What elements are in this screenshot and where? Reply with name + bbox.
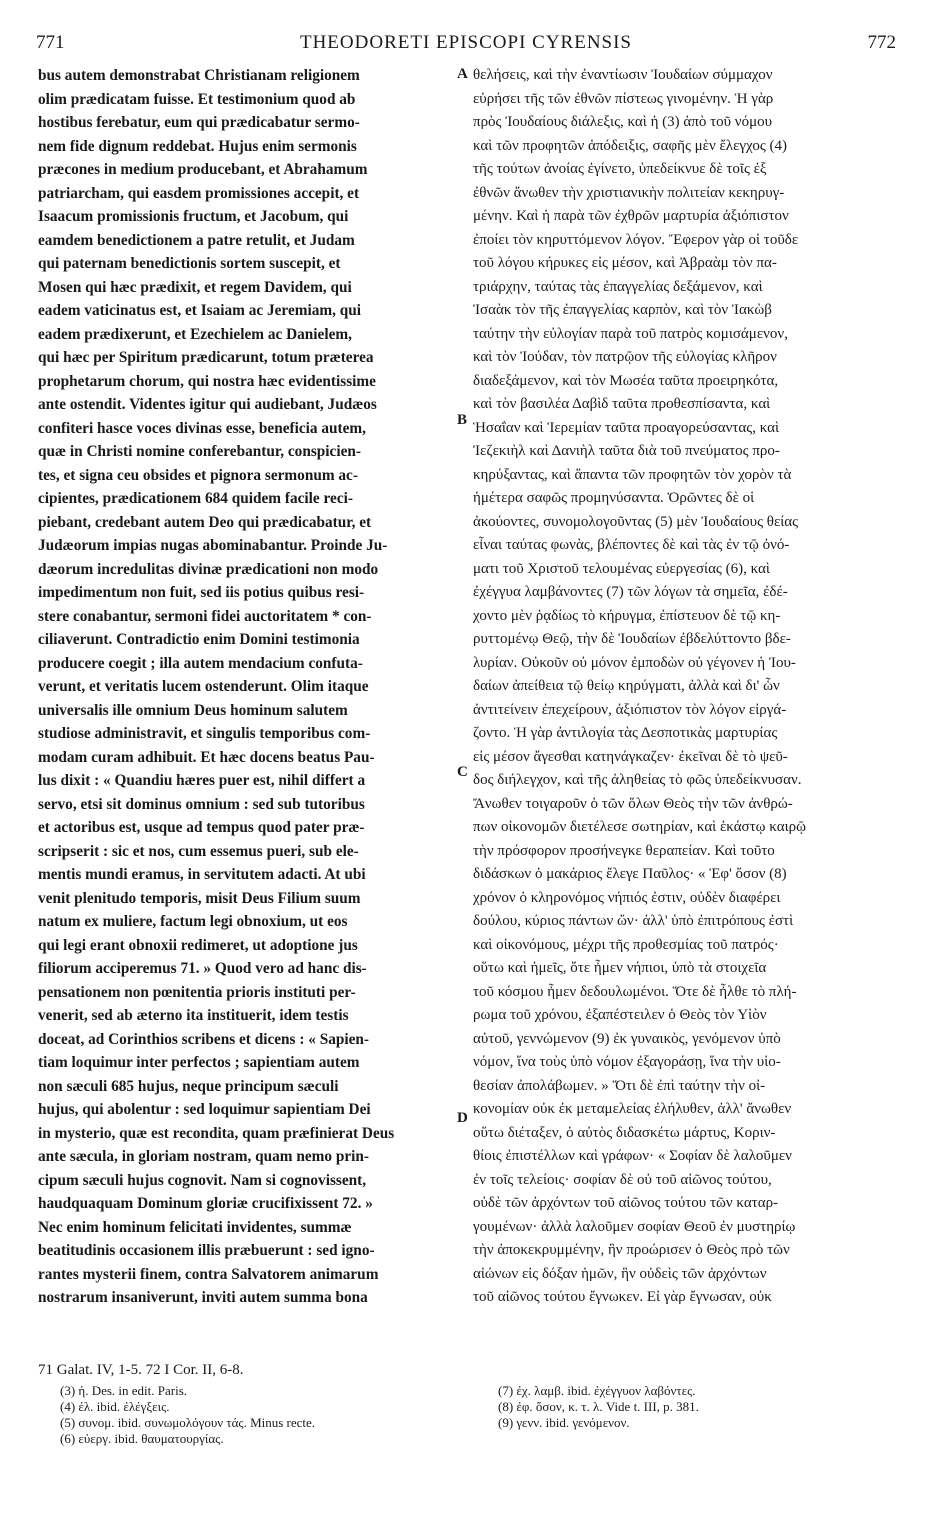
latin-text-line: Isaacum promissionis fructum, et Jacobum, qui [38,208,349,225]
latin-text-line: ante sæcula, in gloriam nostram, quam nemo prin- [38,1148,370,1165]
greek-text-line: θελήσεις, καὶ τὴν ἐναντίωσιν Ἰουδαίων σύμμαχον [473,67,773,83]
footnote: (6) εὐεργ. ibid. θαυματουργίας. [60,1431,224,1446]
margin-marker-c: C [457,764,468,780]
greek-text-line: διδάσκων ὁ μακάριος ἔλεγε Παῦλος· « Ἐφ' ὅσον (8) [473,866,787,882]
greek-text-line: οὐδὲ τῶν ἀρχόντων τοῦ αἰῶνος τούτου τῶν καταρ- [473,1195,779,1211]
latin-text-line: nostrarum insaniverunt, inviti autem summa bona [38,1289,368,1306]
greek-text-line: τῆς τούτων ἀνοίας ἐγίνετο, ὑπεδείκνυε δὲ τοῖς ἐξ [473,161,767,177]
latin-text-line: pensationem non pœnitentia prioris instituti per- [38,983,356,1001]
greek-text-line: θεσίαν ἀπολάβωμεν. » Ὅτι δὲ ἐπὶ ταύτην τὴν οἰ- [473,1077,766,1094]
latin-text-line: quæ in Christi nomine conferebantur, conspicien- [38,443,361,460]
latin-text-line: eadem prædixerunt, et Ezechielem ac Danielem, [38,325,352,343]
latin-text-line: hujus, qui abolentur : sed loquimur sapientiam Dei [38,1101,371,1118]
latin-text-line: Judæorum impias nugas abominabantur. Proinde Ju- [38,537,388,554]
greek-text-line: χοντο μὲν ῥᾳδίως τὸ κήρυγμα, ἐπίστευον δὲ τῷ κη- [473,607,781,624]
greek-text-line: διαδεξάμενον, καὶ τὸν Μωσέα ταῦτα προειρηκότα, [473,372,779,389]
footnote: (3) ἡ. Des. in edit. Paris. [60,1383,188,1398]
latin-text-line: qui legi erant obnoxii redimeret, ut adoptione jus [38,936,358,954]
greek-text-line: αἰώνων εἰς δόξαν ἡμῶν, ἣν οὐδεὶς τῶν ἀρχόντων [473,1265,767,1282]
latin-text-line: venit plenitudo temporis, misit Deus Filium suum [38,889,361,907]
footnote: (8) ἐφ. ὅσον, κ. τ. λ. Vide t. III, p. 381. [498,1399,699,1414]
margin-marker-b: B [457,412,468,428]
greek-text-line: θίοις ἐπιστέλλων καὶ γράφων· « Σοφίαν δὲ λαλοῦμεν [473,1148,792,1164]
greek-text-line: τὴν πρόσφορον προσήνεγκε θεραπείαν. Καὶ τοῦτο [473,842,775,859]
latin-text-line: studiose administravit, et singulis temporibus com- [38,725,371,742]
latin-text-line: prophetarum chorum, qui nostra hæc evidentissime [38,372,376,390]
greek-text-line: ρυττομένῳ Θεῷ, τὴν δὲ Ἰουδαίων ἐβδελύττοντο βδε- [473,631,791,647]
greek-text-line: λυρίαν. Οὐκοῦν οὐ μόνον ἐμποδὼν οὐ γέγονεν ἡ Ἰου- [473,654,796,671]
greek-text-line: Ἄνωθεν τοιγαροῦν ὁ τῶν ὅλων Θεὸς τὴν τῶν ἀνθρώ- [473,795,793,812]
latin-text-line: tes, et signa ceu obsides et pignora sermonum ac- [38,466,358,484]
latin-text-line: ante ostendit. Videntes igitur qui audiebant, Judæos [38,396,377,413]
right-page-number: 772 [867,32,896,53]
greek-text-line: ἐποίει τὸν κηρυττόμενον λόγον. Ἔφερον γὰρ οἱ τοῦδε [473,231,799,248]
latin-text-line: beatitudinis occasionem illis præbuerunt : sed igno- [38,1242,375,1259]
greek-text-line: ἀντιτείνειν ἐπεχείρουν, ἀξιόπιστον τὸν λόγον εἰργά- [473,701,787,718]
greek-text-line: Ἰεζεκιὴλ καὶ Δανιὴλ ταῦτα διὰ τοῦ πνεύματος προ- [473,443,780,459]
latin-text-line: qui paternam benedictionis sortem suscepit, et [38,255,341,272]
latin-text-line: verunt, et veritatis lucem ostenderunt. Olim itaque [38,678,369,695]
footnotes-left [60,1383,480,1447]
greek-text-line: ζοντο. Ἡ γὰρ ἀντιλογία τὰς Δεσποτικὰς μαρτυρίας [473,725,778,741]
latin-text-line: bus autem demonstrabat Christianam religionem [38,67,360,84]
latin-text-line: rantes mysterii finem, contra Salvatorem animarum [38,1265,379,1283]
latin-text-line: servo, etsi sit dominus omnium : sed sub tutoribus [38,795,365,813]
latin-text-line: nem fide dignum reddebat. Hujus enim sermonis [38,137,357,155]
latin-text-line: præcones in medium producebant, et Abrahamum [38,161,368,178]
greek-text-line: Ἰσαὰκ τὸν τῆς ἐπαγγελίας καρπὸν, καὶ τὸν Ἰακὼβ [473,302,772,318]
greek-text-line: οὕτω καὶ ἡμεῖς, ὅτε ἦμεν νήπιοι, ὑπὸ τὰ στοιχεῖα [473,960,767,976]
footnote: (4) ἐλ. ibid. ἐλέγξεις. [60,1399,170,1414]
greek-text-line: Ἡσαΐαν καὶ Ἱερεμίαν ταῦτα προαγορεύσαντας, καὶ [473,419,780,436]
greek-text-line: τριάρχην, ταύτας τὰς ἐπαγγελίας δεξάμενον, καὶ [473,278,763,295]
greek-text-line: ἐχέγγυα λαμβάνοντες (7) τῶν λόγων τὰ σημεῖα, ἐδέ- [473,584,788,600]
latin-text-line: et actoribus est, usque ad tempus quod pater præ- [38,819,365,836]
latin-text-line: qui hæc per Spiritum prædicarunt, totum præterea [38,349,374,366]
greek-text-line: ἀκούοντες, συνομολογοῦντας (5) μὲν Ἰουδαίους θείας [473,513,799,530]
greek-text-line: εἶναι ταύτας φωνὰς, βλέποντες δὲ καὶ τὰς ἐν τῷ ὀνό- [473,537,790,553]
scripture-references: 71 Galat. IV, 1-5. 72 I Cor. II, 6-8. [38,1362,244,1378]
greek-text-line: ἐν τοῖς τελείοις· σοφίαν δὲ οὐ τοῦ αἰῶνος τούτου, [473,1171,772,1188]
greek-text-line: καὶ τὸν Ἰούδαν, τὸν πατρῷον τῆς εὐλογίας κλῆρον [473,349,777,365]
greek-text-line: ματι τοῦ Χριστοῦ τελουμένας εὐεργεσίας (6), καὶ [473,560,770,577]
greek-text-line: αὐτοῦ, γεννώμενον (9) ἐκ γυναικὸς, γενόμενον ὑπὸ [473,1030,781,1047]
footnote: (5) συνομ. ibid. συνωμολόγουν τάς. Minus recte. [60,1415,316,1430]
latin-text-line: impedimentum non fuit, sed iis potius quibus resi- [38,584,365,601]
greek-text-line: κονομίαν οὐκ ἐκ μεταμελείας ἐλήλυθεν, ἀλλ' ἄνωθεν [473,1101,792,1117]
latin-text-line: piebant, credebant autem Deo qui prædicabatur, et [38,513,372,531]
latin-text-line: ciliaverunt. Contradictio enim Domini testimonia [38,631,360,648]
latin-text-line: in mysterio, quæ est recondita, quam præfinierat Deus [38,1124,395,1142]
latin-text-line: modam curam adhibuit. Et hæc docens beatus Pau- [38,748,375,766]
greek-text-line: ἡμέτερα σαφῶς προμηνύσαντα. Ὁρῶντες δὲ οἱ [473,490,755,506]
latin-text-line: patriarcham, qui easdem promissiones accepit, et [38,184,360,202]
greek-text-line: καὶ οἰκονόμους, μέχρι τῆς προθεσμίας τοῦ πατρός· [473,936,779,953]
greek-text-line: πων οἰκονομῶν διετέλεσε σωτηρίαν, καὶ ἑκάστῳ καιρῷ [473,819,806,835]
greek-text-line: καὶ τὸν βασιλέα Δαβὶδ ταῦτα προθεσπίσαντα, καὶ [473,396,771,412]
latin-text-line: venerit, sed ab æterno ita instituerit, idem testis [38,1007,349,1024]
latin-text-line: tiam loquimur inter perfectos ; sapientiam autem [38,1054,360,1071]
greek-text-line: τὴν ἀποκεκρυμμένην, ἣν προώρισεν ὁ Θεὸς πρὸ τῶν [473,1242,790,1258]
latin-text-line: eadem vaticinatus est, et Isaiam ac Jeremiam, qui [38,302,362,319]
greek-text-line: καὶ τῶν προφητῶν ἀπόδειξις, σαφῆς μὲν ἔλεγχος (4) [473,137,788,154]
latin-text-line: doceat, ad Corinthios scribens et dicens : « Sapien- [38,1030,370,1048]
latin-text-line: confiteri hasce voces divinas esse, beneficia autem, [38,419,366,437]
latin-text-line: filiorum acciperemus 71. » Quod vero ad hanc dis- [38,960,367,977]
greek-text-line: τοῦ λόγου κήρυκες εἰς μέσον, καὶ Ἀβραὰμ τὸν πα- [473,255,777,271]
latin-text-line: producere coegit ; illa autem mendacium confuta- [38,654,363,672]
margin-marker-d: D [457,1110,468,1126]
page-header [36,32,896,62]
footnote: (9) γενν. ibid. γενόμενον. [498,1415,630,1430]
latin-text-line: Mosen qui hæc prædixit, et regem Davidem, qui [38,278,352,296]
greek-text-line: χρόνον ὁ κληρονόμος νήπιός ἐστιν, οὐδὲν διαφέρει [473,889,781,906]
latin-text-line: eamdem benedictionem a patre retulit, et Judam [38,231,355,249]
greek-text-line: ρωμα τοῦ χρόνου, ἐξαπέστειλεν ὁ Θεὸς τὸν Υἱὸν [473,1007,767,1023]
greek-text-line: δαίων ἀπείθεια τῷ θείῳ κηρύγματι, ἀλλὰ καὶ δι' ὧν [473,678,780,694]
greek-text-line: ταύτην τὴν εὐλογίαν παρὰ τοῦ πατρὸς κομισάμενον, [473,325,788,342]
latin-text-line: universalis ille omnium Deus hominum salutem [38,701,348,719]
latin-text-line: natum ex muliere, factum legi obnoxium, ut eos [38,913,348,930]
greek-text-line: δος διήλεγχον, καὶ τῆς ἀληθείας τὸ φῶς ὑπεδείκνυσαν. [473,772,802,788]
latin-text-line: haudquaquam Dominum gloriæ crucifixissent 72. » [38,1195,373,1212]
latin-text-line: scripserit : sic et nos, cum essemus pueri, sub ele- [38,842,359,860]
greek-column [473,64,893,1310]
greek-text-line: οὕτω διέταξεν, ὁ αὐτὸς διδασκέτω μάρτυς, Κοριν- [473,1124,776,1141]
greek-text-line: μένην. Καὶ ἡ παρὰ τῶν ἐχθρῶν μαρτυρία ἀξιόπιστον [473,208,789,224]
greek-text-line: πρὸς Ἰουδαίους διάλεξις, καὶ ἡ (3) ἀπὸ τοῦ νόμου [473,114,773,130]
greek-text-line: κηρύξαντας, καὶ ἅπαντα τῶν προφητῶν τὸν χορὸν τὰ [473,466,792,483]
footnote: (7) ἐχ. λαμβ. ibid. ἐχέγγυον λαβόντες. [498,1383,696,1398]
latin-text-line: mentis mundi eramus, in servitutem adacti. At ubi [38,866,366,883]
latin-text-line: olim prædicatam fuisse. Et testimonium quod ab [38,90,356,108]
latin-text-line: Nec enim hominum felicitati invidentes, summæ [38,1218,352,1236]
greek-text-line: δούλου, κύριος πάντων ὤν· ἀλλ' ὑπὸ ἐπιτρόπους ἐστὶ [473,913,794,929]
greek-text-line: τοῦ αἰῶνος τούτου ἔγνωκεν. Εἰ γὰρ ἔγνωσαν, οὐκ [473,1289,772,1305]
footnotes-right [498,1383,898,1431]
latin-text-line: cipum sæculi hujus cognovit. Nam si cognovissent, [38,1171,367,1189]
latin-text-line: hostibus ferebatur, eum qui prædicabatur sermo- [38,114,360,131]
latin-text-line: non sæculi 685 hujus, neque principum sæculi [38,1077,339,1095]
latin-text-line: cipientes, prædicationem 684 quidem facile reci- [38,490,353,507]
latin-text-line: dæorum incredulitas divinæ prædicationi non modo [38,560,379,578]
greek-text-line: ἐθνῶν ἄνωθεν τὴν χριστιανικὴν πολιτείαν κεκηρυγ- [473,184,785,201]
greek-text-line: γουμένων· ἀλλὰ λαλοῦμεν σοφίαν Θεοῦ ἐν μυστηρίῳ [473,1218,796,1235]
latin-text-line: stere conabantur, sermoni fidei auctoritatem * con- [38,607,372,625]
latin-text-line: lus dixit : « Quandiu hæres puer est, nihil differt a [38,772,366,789]
margin-marker-a: A [457,66,468,82]
greek-text-line: νόμον, ἵνα τοὺς ὑπὸ νόμον ἐξαγοράσῃ, ἵνα τὴν υἱο- [473,1054,781,1070]
greek-text-line: εἰς μέσον ἄγεσθαι κατηνάγκαζεν· ἐκεῖναι δὲ τὸ ψεῦ- [473,748,788,765]
greek-text-line: εὑρήσει τῆς τῶν ἐθνῶν πίστεως γινομένην. Ἡ γὰρ [473,90,774,107]
left-page-number: 771 [36,32,65,53]
running-title: THEODORETI EPISCOPI CYRENSIS [299,32,633,53]
greek-text-line: τοῦ κόσμου ἦμεν δεδουλωμένοι. Ὅτε δὲ ἦλθε τὸ πλή- [473,983,797,1000]
latin-column [38,64,456,1310]
